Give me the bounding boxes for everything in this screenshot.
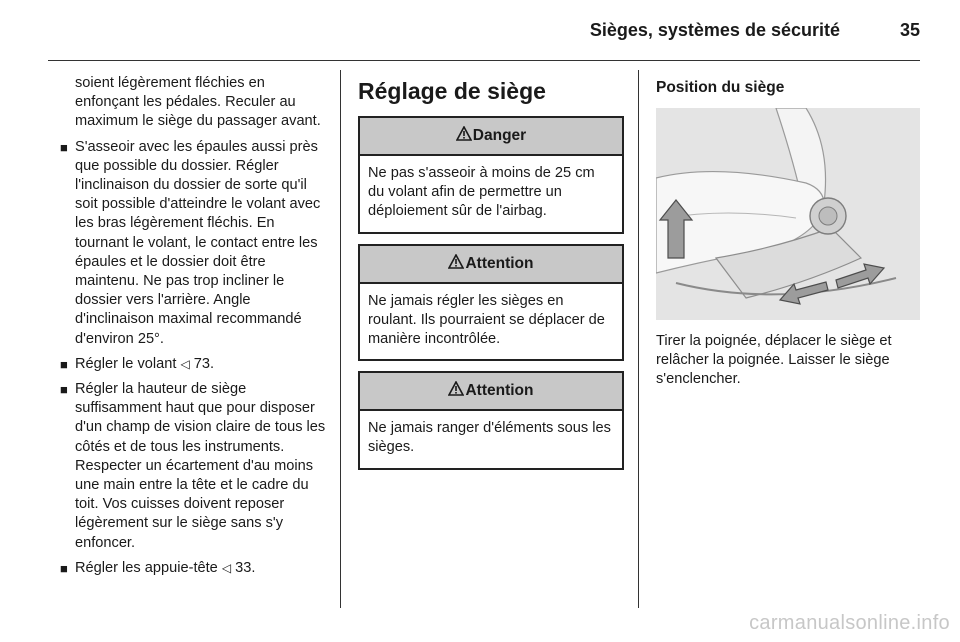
list-item	[60, 138, 326, 349]
watermark-text: carmanualsonline.info	[749, 612, 950, 634]
danger-box	[358, 116, 624, 234]
attention-box-header	[360, 246, 622, 284]
page-header-title: Sièges, systèmes de sécurité	[589, 20, 840, 40]
bullet-icon: ■	[60, 560, 68, 576]
seat-adjustment-illustration	[656, 108, 920, 320]
list-item-text: S'asseoir avec les épaules aussi près que possible du dossier. Régler l'inclinaison du dossier de sorte qu'il soit possible d'atteindre le volant avec les bras légèrement fléchis. En tournant le volant, le contact entre les épaules et le dossier doit être maintenu. Ne pas trop incliner le dossier vers l'arrière. Angle d'inclinaison maximal recommandé d'environ 25°.	[75, 138, 321, 347]
warning-triangle-icon	[448, 374, 464, 410]
list-item-text: Régler la hauteur de siège suffisamment haut que pour disposer d'un champ de vision claire de tous les côtés et de tous les instruments. Respecter un écartement d'au moins une main entre la tête et le cadre du toit. Vos cuisses doivent reposer légèrement sur le siège sans s'y enfoncer.	[75, 381, 326, 551]
attention-box-title: Attention	[465, 382, 534, 400]
column-1	[60, 74, 326, 584]
header-rule	[48, 60, 920, 61]
seat-illustration-graphic	[656, 108, 920, 320]
danger-box-header	[360, 118, 622, 156]
page-number: 35	[899, 20, 920, 40]
list-item-text: Régler les appuie-tête	[75, 559, 222, 576]
bullet-icon: ■	[60, 356, 68, 372]
attention-box-body: Ne jamais régler les sièges en roulant. Ils pourraient se déplacer de manière incontrôlée.	[368, 292, 605, 348]
attention-box	[358, 371, 624, 469]
list-item-text: Régler le volant	[75, 355, 181, 372]
warning-triangle-icon	[448, 247, 464, 283]
caption-paragraph: Tirer la poignée, déplacer le siège et relâcher la poignée. Laisser le siège s'enclencher.	[656, 333, 892, 388]
column-divider	[340, 70, 341, 608]
column-divider	[638, 70, 639, 608]
subsection-title: Position du siège	[656, 79, 785, 96]
page-ref-link[interactable]: 33.	[235, 559, 256, 576]
attention-box	[358, 244, 624, 362]
attention-box-header	[360, 373, 622, 411]
continuation-paragraph: soient légèrement fléchies en enfonçant les pédales. Reculer au maximum le siège du passager avant.	[75, 75, 321, 130]
danger-box-title: Danger	[472, 127, 527, 144]
danger-box-body: Ne pas s'asseoir à moins de 25 cm du volant afin de permettre un déploiement sûr de l'airbag.	[368, 165, 595, 220]
list-item	[60, 559, 326, 578]
column-2	[358, 70, 624, 480]
attention-box-body: Ne jamais ranger d'éléments sous les sièges.	[368, 420, 611, 456]
warning-triangle-icon	[456, 119, 472, 155]
list-item	[60, 380, 326, 553]
page-ref-icon: ◁	[221, 560, 232, 575]
column-3	[656, 70, 922, 390]
page-ref-icon: ◁	[180, 356, 190, 371]
attention-box-title: Attention	[465, 254, 534, 272]
bullet-icon: ■	[60, 382, 68, 398]
bullet-icon: ■	[60, 139, 68, 155]
section-title: Réglage de siège	[358, 78, 546, 104]
list-item	[60, 355, 326, 374]
page-ref-link[interactable]: 73.	[193, 355, 215, 372]
